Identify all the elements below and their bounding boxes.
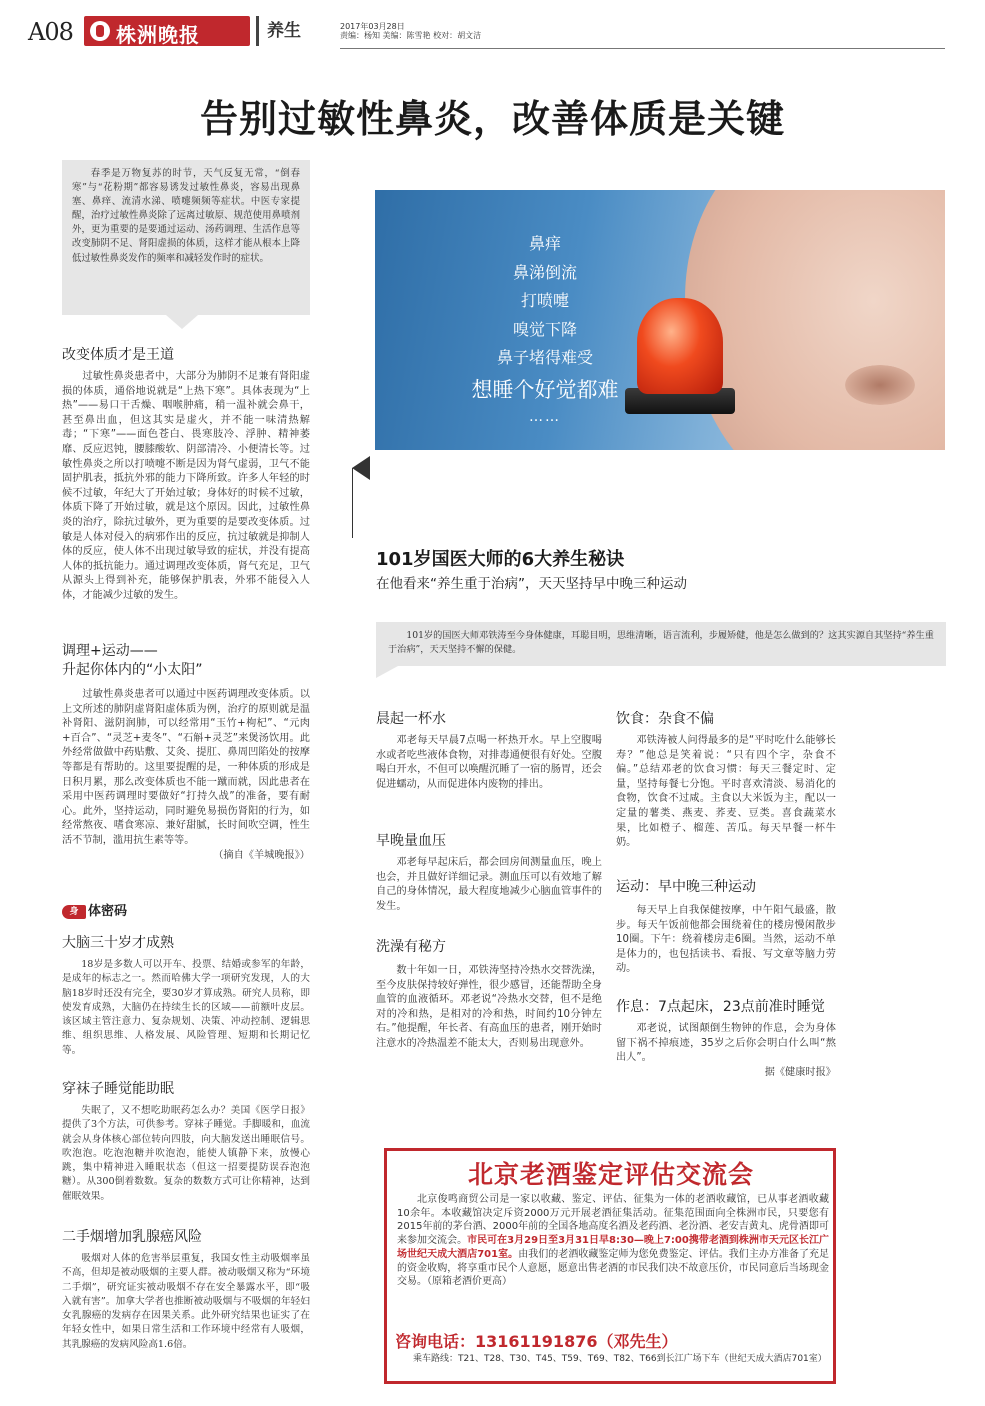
tip-diet-body: 邓铁涛被人问得最多的是“平时吃什么能够长寿？”他总是笑着说：“只有四个字，杂食不偏。”总结邓老的饮食习惯：每天三餐定时、定量，坚持每餐七分饱。平时喜欢清淡、易消化的食物，饮食不过咸。主食以大米饭为主，配以一定量的薯类、燕麦、荞麦、豆类。喜食蔬菜水果，比如橙子、榴莲、苦瓜。每天早餐一杯牛奶。: [616, 735, 836, 849]
article-smoke-body: 吸烟对人体的危害举层重复，我国女性主动吸烟率虽不高，但却是被动吸烟的主要人群。被动吸烟又称为“环境二手烟”，研究证实被动吸烟不存在安全暴露水平，即“吸入就有害”。加拿大学者也推断被动吸烟与不吸烟的年轻妇女乳腺癌的发病存在因果关系。此外研究结果也证实了在年轻女性中，如果日常生活和工作环境中经常有人吸烟，其乳腺癌的发病风险高1.6倍。: [62, 1253, 310, 1350]
symptom-ellipsis: ……: [529, 408, 561, 425]
article-brain-body: 18岁是多数人可以开车、投票、结婚或参军的年龄，是成年的标志之一。然而哈佛大学一项研究发现，人的大脑18岁时还没有完全，要30岁才算成熟。研究人员称，即使发育成熟，大脑仍在持续生长的区域——前额叶皮层。该区域主管注意力、复杂规划、决策、冲动控制、逻辑思维、组织思维、人格发展、风险管理、短期和长期记忆等。: [62, 959, 310, 1056]
tip-title-blood-pressure: 早晚量血压: [376, 833, 446, 849]
feature-title: 101岁国医大师的6大养生秘诀: [376, 549, 625, 570]
article-constitution-body: 过敏性鼻炎患者中，大部分为肺阴不足兼有肾阳虚损的体质，通俗地说就是“上热下寒”。具体表现为“上热”——易口干舌燥、咽喉肿痛，稍一温补就会鼻干，甚至鼻出血，但这其实是虚火，并不能一味清热解毒；“下寒”——面色苍白、畏寒肢冷、浮肿、精神萎靡、反应迟钝，腰膝酸软、阴部清冷、小便清长等。过敏性鼻炎之所以打喷嚏不断是因为肾气虚弱，卫气不能固护肌表，抵抗外邪的能力下降所致。许多人年轻的时候不过敏，年纪大了开始过敏；身体好的时候不过敏，体质下降了开始过敏，就是这个原因。因此，过敏性鼻炎的治疗，除抗过敏外，更为重要的是要改变体质。过敏是人体对侵入的病邪作出的反应，抗过敏就是抑制人体的反应，使人体不出现过敏导致的症状，并没有提高人体的抵抗能力。通过调理改变体质，肾气充足，卫气从源头上得到补充，能够保护肌表，外邪不能侵入人体，才能减少过敏的发生。: [62, 371, 310, 601]
editors-credit: 责编：杨知 美编：陈雪艳 校对：胡文洁: [340, 31, 482, 40]
feature-source: 据《健康时报》: [764, 1066, 836, 1078]
nostril-shading: [845, 365, 915, 405]
tip-title-water: 晨起一杯水: [376, 711, 446, 727]
section-title-conditioning-line1: 调理+运动——: [62, 643, 158, 659]
tip-sleep-body: 邓老说，试图颠倒生物钟的作息，会为身体留下祸不掉痕迹，35岁之后你会明白什么叫“熬出人”。: [616, 1023, 836, 1064]
symptom-line: 打喷嚏: [520, 291, 569, 310]
symptom-line: 鼻痒: [528, 234, 561, 253]
paper-logo-icon: [90, 21, 110, 41]
article-constitution: [62, 370, 310, 604]
feature-lead-box: [376, 622, 946, 666]
tip-water-body: 邓老每天早晨7点喝一杯热开水。早上空腹喝水或者吃些液体食物，对排毒通便很有好处。空腹喝白开水，不但可以唤醒沉睡了一宿的肠胃，还会促进蠕动，从而促进体内废物的排出。: [376, 735, 602, 790]
intro-text: 春季是万物复苏的时节，天气反复无常，“倒春寒”与“花粉期”都容易诱发过敏性鼻炎，容易出现鼻塞、鼻痒、流清水涕、喷嚏频频等症状。中医专家提醒，治疗过敏性鼻炎除了远离过敏原、规范使用鼻喷剂外，更为重要的是要通过运动、汤药调理、生活作息等改变肺阴不足、肾阳虚损的体质，这样才能从根本上降低过敏性鼻炎发作的频率和减轻发作时的症状。: [72, 168, 300, 264]
liquor-appraisal-ad: [384, 1148, 836, 1384]
page-number: A08: [28, 18, 73, 46]
intro-box: [62, 160, 310, 315]
tip-title-exercise: 运动：早中晚三种运动: [616, 879, 756, 895]
tip-blood-pressure-body: 邓老每早起床后，都会回房间测量血压，晚上也会，并且做好详细记录。测血压可以有效地了解自己的身体情况，最大程度地减少心脑血管事件的发生。: [376, 857, 602, 912]
symptom-line: 鼻子堵得难受: [496, 348, 593, 367]
paper-name: 株洲晚报: [116, 23, 200, 46]
tip-water: [376, 734, 602, 792]
tip-bath: [376, 964, 602, 1052]
article-conditioning-body: 过敏性鼻炎患者可以通过中医药调理改变体质。以上文所述的肺阴虚肾阳虚体质为例，治疗的原则就是温补肾阳、滋阴润肺，可以经常用“玉竹+枸杞”、“元肉+百合”、“灵芝+麦冬”、“石斛+灵芝”来煲汤饮用。此外经常做做中药贴敷、艾灸、提肛、鼻周凹陷处的按摩等都是有帮助的。这里要提醒的是，一种体质的形成是日积月累，那么改变体质也不能一蹴而就，因此患者在采用中医药调理时要做好“打持久战”的准备，要有耐心。此外，坚持运动，同时避免易损伤肾阳的行为，如经常熬夜、嗜食寒凉、兼好甜腻，长时间吹空调，性生活不节制，滥用抗生素等等。: [62, 689, 310, 846]
banner-rule: [352, 468, 353, 538]
section-title-socks: 穿袜子睡觉能助眠: [62, 1081, 174, 1097]
tip-blood-pressure: [376, 856, 602, 914]
symptom-big-line: 想睡个好觉都难: [471, 377, 619, 402]
section-title-conditioning: [62, 642, 203, 680]
intro-pointer: [166, 315, 198, 329]
section-title-smoke: 二手烟增加乳腺癌风险: [62, 1229, 202, 1245]
banner-pointer: [352, 456, 370, 480]
tip-bath-body: 数十年如一日，邓铁涛坚持冷热水交替洗澡，至今皮肤保持较好弹性，很少感冒，还能帮助全身血管的血液循环。邓老说“冷热水交替，但不是绝对的冷和热，是相对的冷和热，时间约10分钟左右。”他提醒，年长者、有高血压的患者，刚开始时注意水的冷热温差不能太大，否则易出现意外。: [376, 965, 602, 1049]
ad-phone: 咨询电话：13161191876（邓先生）: [395, 1332, 678, 1351]
ad-body-details: 由我们的老酒收藏鉴定师为您免费鉴定、评估。我们主办方准备了充足的资金收购，将享重市民个人意愿，愿意出售老酒的市民我们决不故意压价，市民同意后当场现金交易。（原箱老酒价更高）: [397, 1248, 830, 1288]
article-brain: [62, 958, 310, 1058]
body-tag-label: 体密码: [88, 904, 128, 919]
header-rule: [340, 48, 945, 49]
section-title-brain: 大脑三十岁才成熟: [62, 935, 174, 951]
body-code-tag: [62, 900, 127, 919]
ad-body-event: 市民可在3月29日至3月31日早8:30—晚上7:00携带老酒到株洲市天元区长江广场世纪天成大酒店701室。: [397, 1235, 829, 1260]
section-title-constitution: 改变体质才是王道: [62, 347, 174, 363]
feature-lead-pointer: [376, 666, 398, 678]
symptom-line: 嗅觉下降: [512, 319, 577, 339]
ad-bus-routes: 乘车路线：T21、T28、T30、T45、T59、T69、T82、T66到长江广场下车（世纪天成大酒店701室）: [413, 1354, 827, 1364]
tip-diet: [616, 734, 836, 851]
ad-body-intro: 北京俊鸣商贸公司是一家以收藏、鉴定、评估、征集为一体的老酒收藏馆，已从事老酒收藏10余年。本收藏馆决定斥资2000万元开展老酒征集活动。征集范围面向全株洲市民，只要您有2015年前的茅台酒、2000年前的全国各地高度名酒及老药酒、老汾酒、老安吉黄丸、虎骨酒即可来参加交流会。: [397, 1194, 829, 1247]
section-name: 养生: [256, 16, 301, 46]
issue-date: 2017年03月28日: [340, 22, 405, 31]
dateline: [340, 22, 481, 40]
article-conditioning: [62, 688, 310, 863]
tip-exercise-body: 每天早上自我保健按摩，中午阳气最盛，散步。每天午饭前他都会围绕着住的楼房慢闲散步10圈。下午：绕着楼房走6圈。当然，运动不单是体力的，也包括读书、看报、写文章等脑力劳动。: [616, 905, 836, 975]
tip-exercise: [616, 904, 836, 977]
section-title-conditioning-line2: 升起你体内的“小太阳”: [62, 662, 203, 678]
tip-title-diet: 饮食：杂食不偏: [616, 711, 714, 727]
page-headline: 告别过敏性鼻炎，改善体质是关键: [199, 96, 785, 141]
body-tag-icon: 身: [62, 905, 86, 919]
tip-title-bath: 洗澡有秘方: [376, 939, 446, 955]
rhinitis-banner-image: [375, 190, 945, 450]
article-socks-body: 失眠了，又不想吃助眠药怎么办？美国《医学日报》提供了3个方法，可供参考。穿袜子睡觉。手脚暖和，血流就会从身体核心部位转向四肢，向大脑发送出睡眠信号。吹泡泡。吃泡泡糖并吹泡泡，能使人镇静下来，放慢心跳，集中精神进入睡眠状态（但这一招要提防误吞泡泡糖）。从300倒着数数。复杂的数数方式可让你精神，达到催眠效果。: [62, 1105, 310, 1202]
ad-title: 北京老酒鉴定评估交流会: [467, 1160, 754, 1189]
symptom-line: 鼻涕倒流: [512, 262, 577, 282]
feature-lead: 101岁的国医大师邓铁涛至今身体健康，耳聪目明，思维清晰，语言流利，步履矫健，他是怎么做到的？这其实源自其坚持“养生重于治病”，天天坚持不懈的保健。: [388, 630, 934, 655]
ad-body: [397, 1193, 829, 1289]
article-socks: [62, 1104, 310, 1204]
article-conditioning-source: （摘自《羊城晚报》）: [213, 849, 310, 861]
symptom-list: [445, 230, 645, 427]
article-smoke: [62, 1252, 310, 1352]
paper-logo: [84, 16, 250, 46]
tip-title-sleep: 作息：7点起床，23点前准时睡觉: [616, 999, 825, 1015]
siren-icon: [637, 298, 723, 394]
feature-subtitle: 在他看来“养生重于治病”，天天坚持早中晚三种运动: [376, 576, 687, 592]
tip-sleep: [616, 1022, 836, 1080]
